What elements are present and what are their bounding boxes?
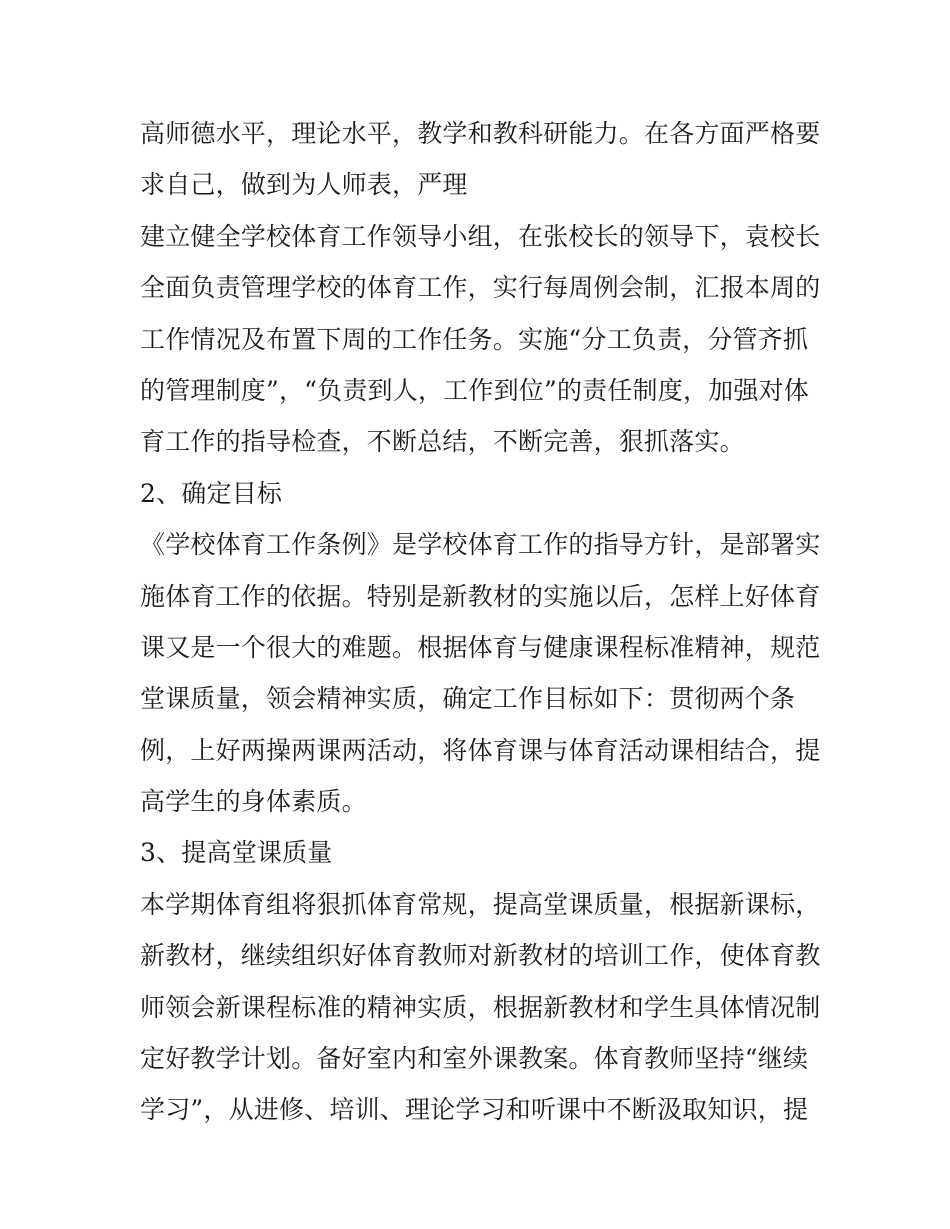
text-line: 师领会新课程标准的精神实质，根据新教材和学生具体情况制 [140,992,821,1022]
text-line: 施体育工作的依据。特别是新教材的实施以后，怎样上好体育 [140,581,821,611]
text-line: 堂课质量，领会精神实质，确定工作目标如下：贯彻两个条 [140,684,796,714]
text-line: 求自己，做到为人师表，严理 [140,170,468,200]
text-line: 新教材，继续组织好体育教师对新教材的培训工作，使体育教 [140,941,821,971]
text-line: 的管理制度”，“负责到人，工作到位”的责任制度，加强对体 [140,375,809,405]
section-heading: 2、确定目标 [140,478,283,508]
text-line: 高师德水平，理论水平，教学和教科研能力。在各方面严格要 [140,119,821,148]
document-body [140,108,820,1136]
text-line: 例，上好两操两课两活动，将体育课与体育活动课相结合，提 [140,735,821,765]
text-line: 建立健全学校体育工作领导小组，在张校长的领导下，袁校长 [140,221,821,251]
text-line: 课又是一个很大的难题。根据体育与健康课程标准精神，规范 [140,632,821,662]
text-line: 育工作的指导检查，不断总结，不断完善，狠抓落实。 [140,427,745,457]
text-line: 定好教学计划。备好室内和室外课教案。体育教师坚持“继续 [140,1044,809,1074]
text-line: 《学校体育工作条例》是学校体育工作的指导方针，是部署实 [140,530,821,560]
text-line: 工作情况及布置下周的工作任务。实施“分工负责，分管齐抓 [140,324,809,354]
text-line: 本学期体育组将狠抓体育常规，提高堂课质量，根据新课标， [140,889,821,919]
section-heading: 3、提高堂课质量 [140,838,333,868]
text-line: 学习”，从进修、培训、理论学习和听课中不断汲取知识，提 [140,1095,809,1125]
text-line: 全面负责管理学校的体育工作，实行每周例会制，汇报本周的 [140,273,821,303]
text-line: 高学生的身体素质。 [140,787,367,817]
